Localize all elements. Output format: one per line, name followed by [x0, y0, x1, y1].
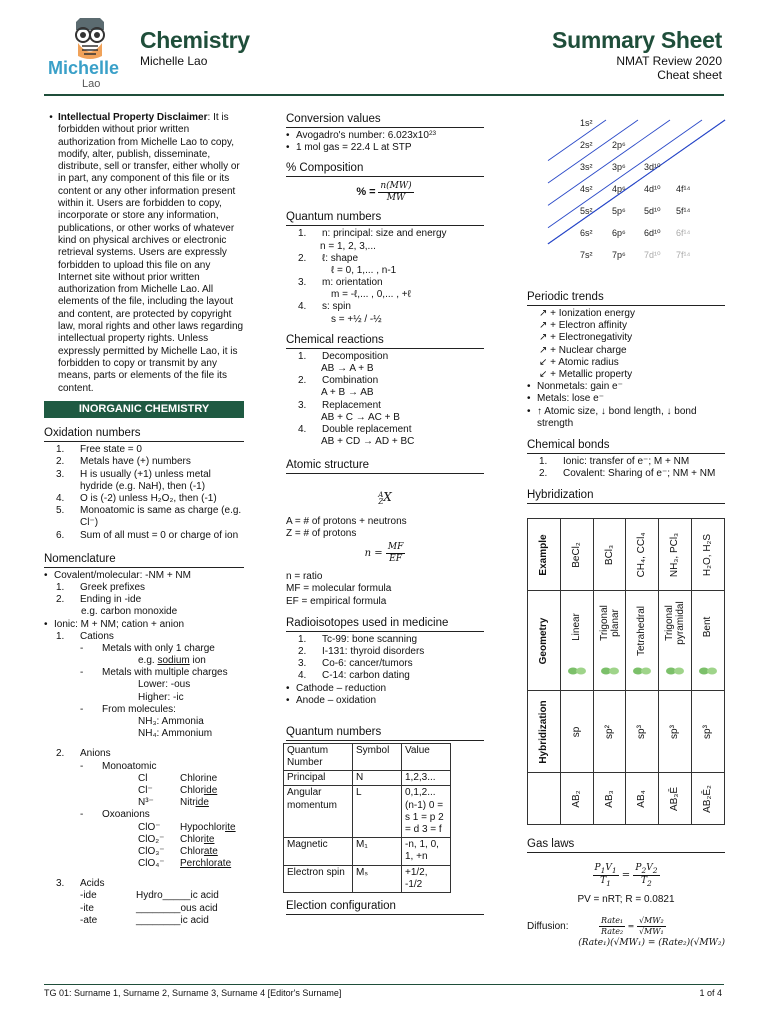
- author: Michelle Lao: [140, 54, 208, 68]
- orbital-label: 7d¹⁰: [644, 250, 661, 260]
- orbital-label: 6d¹⁰: [644, 228, 661, 238]
- orbital-label: 4p⁶: [612, 184, 626, 194]
- orbital-label: 6s²: [580, 228, 593, 238]
- list-item: 3. H is usually (+1) unless metal hydride (e.g. NaH), then (-1): [56, 468, 211, 492]
- orbital-label: 3p⁶: [612, 162, 626, 172]
- radio-list: 1. Tc-99: bone scanning 2. I-131: thyroid disorders 3. Co-6: cancer/tumors 4. C-14: carbon dating: [298, 633, 425, 682]
- section-oxidation: Oxidation numbers: [44, 426, 244, 442]
- page-title: Chemistry: [140, 27, 250, 53]
- nomenclature-body: • Covalent/molecular: -NM + NM 1. Greek prefixes 2. Ending in -ide e.g. carbon monoxide • Ionic: M + NM; cation + anion 1. Cations - Metals with only 1 charge e.g. sodium ion - Metals with multiple charges Lower: -ous Higher: -ic - From molecules: NH₃: Ammonia NH₄: Ammonium 2. Anions - Monoatomic Cl Chlorine Cl⁻ Chlor ide N³⁻ Nitr ide - Oxoanions ClO⁻ Hypochlor ite ClO₂⁻ Chlor ite ClO₃⁻ Chlor ate ClO₄⁻ Perchlor ate 3. Acids -ide Hydro_____ic acid -ite ________ous acid -ate ________ic acid: [44, 569, 236, 926]
- page-number: 1 of 4: [699, 988, 722, 998]
- ideal-gas-law: PV = nRT; R = 0.0821: [577, 894, 675, 906]
- ratio-formula: n = $\frac{MF}{EF}$: [364, 542, 404, 565]
- owl-logo-icon: [70, 16, 110, 60]
- quantum-table: Quantum Number Symbol Value Principal N 1,2,3... Angular momentum L 0,1,2... (n-1) 0 = s 1 = p 2 = d 3 = f Magnetic M₁ -n, 1, 0, 1, +n Electron spin Mₛ +1/2, -1/2: [283, 743, 451, 893]
- orbital-icon: [601, 664, 619, 682]
- orbital-label: 5f¹⁴: [676, 206, 691, 216]
- orbital-label: 5s²: [580, 206, 593, 216]
- aufbau-arrows: [540, 112, 730, 282]
- aufbau-diagram: [540, 112, 730, 282]
- logo-sub: Lao: [82, 78, 101, 90]
- orbital-label: 3d¹⁰: [644, 162, 661, 172]
- orbital-label: 5d¹⁰: [644, 206, 661, 216]
- list-item: 5. Monoatomic is same as charge (e.g. Cl⁻): [56, 505, 242, 529]
- subtitle-cheatsheet: Cheat sheet: [657, 68, 722, 82]
- bonds-list: 1. Ionic: transfer of e⁻; M + NM 2. Covalent: Sharing of e⁻; NM + NM: [539, 455, 716, 480]
- orbital-icon: [568, 664, 586, 682]
- logo-name: Michelle: [48, 58, 120, 78]
- column-middle: Conversion values • Avogadro's number: 6.023x10 23 • 1 mol gas = 22.4 L at STP % Composition % = $\frac{n(MW)}{MW}$ Quantum numbers 1. n: principal: size and energy n = 1, 2, 3,... 2. ℓ: shape ℓ = 0, 1,... , n-1 3. m: orientation m = -ℓ,... , 0,... , +ℓ 4. s: spin s = +½ / -½ Chemical reactions 1. Decomposition AB → A + B 2. Combination A + B → AB 3. Replacement AB + C → AC + B 4. Double replacement AB + CD → AD + BC Atomic structure A ZX A = # of protons + neutrons Z = # of protons n = $\frac{MF}{EF}$ n = ratio MF = molecular formula EF = empirical formula Radioisotopes used in medicine 1. Tc-99: bone scanning 2. I-131: thyroid disorders 3. Co-6: cancer/tumors 4. C-14: carbon dating • Cathode – reduction • Anode – oxidation Quantum numbers Quantum Number Symbol Value Principal N 1,2,3... Angular momentum L 0,1,2... (n-1) 0 = s 1 = p 2 = d 3 = f Magnetic M₁ -n, 1, 0, 1, +n Electron spin Mₛ +1/2, -1/2 Election configuration: [286, 112, 484, 917]
- orbital-label: 4d¹⁰: [644, 184, 661, 194]
- orbital-label: 3s²: [580, 162, 593, 172]
- orbital-label: 2p⁶: [612, 140, 626, 150]
- summary-title: Summary Sheet: [552, 27, 722, 53]
- footer-rule: [44, 984, 724, 985]
- orbital-label: 7s²: [580, 250, 593, 260]
- list-item: 4. O is (-2) unless H₂O₂, then (-1): [56, 493, 217, 504]
- section-hybridization: Hybridization: [527, 488, 725, 504]
- section-radioisotopes: Radioisotopes used in medicine: [286, 616, 484, 632]
- composition-formula: % = $\frac{n(MW)}{MW}$: [356, 181, 412, 204]
- column-left: [44, 112, 244, 927]
- orbital-label: 6f¹⁴: [676, 228, 691, 238]
- nuclide-notation: A ZX: [378, 490, 392, 506]
- section-band-inorganic: INORGANIC CHEMISTRY: [44, 401, 244, 418]
- orbital-label: 2s²: [580, 140, 593, 150]
- aufbau-arrow: [548, 120, 606, 161]
- orbital-icon: [666, 664, 684, 682]
- section-reactions: Chemical reactions: [286, 333, 484, 349]
- section-election: Election configuration: [286, 899, 484, 915]
- orbital-icon: [633, 664, 651, 682]
- reactions-list: 1. Decomposition AB → A + B 2. Combination A + B → AB 3. Replacement AB + C → AC + B 4. Double replacement AB + CD → AD + BC: [298, 350, 415, 448]
- header-rule: [44, 94, 724, 96]
- aufbau-arrow: [548, 120, 725, 244]
- orbital-label: 5p⁶: [612, 206, 626, 216]
- orbital-label: 7f¹⁴: [676, 250, 691, 260]
- quantum-list: 1. n: principal: size and energy n = 1, 2, 3,... 2. ℓ: shape ℓ = 0, 1,... , n-1 3. m: orientation m = -ℓ,... , 0,... , +ℓ 4. s: spin s = +½ / -½: [298, 228, 447, 325]
- section-quantum: Quantum numbers: [286, 210, 484, 226]
- column-right: Periodic trends ↗ + Ionization energy ↗ + Electron affinity ↗ + Electronegativity ↗ + Nuclear charge ↙ + Atomic radius ↙ + Metallic property • Nonmetals: gain e⁻ • Metals: lose e⁻ • ↑ Atomic size, ↓ bond length, ↓ bond strength Chemical bonds 1. Ionic: transfer of e⁻; M + NM 2. Covalent: Sharing of e⁻; NM + NM Hybridization Example BeCl₂ BCl₃ CH₄, CCl₄ NH₃, PCl₃ H₂O, H₂S Geometry Linear Trigonal planar Tetrahedral Trigonal pyramidal Bent Hybridization sp sp² sp³ sp³ sp³ AB₂ AB₃ AB₄ AB₃Ē AB₂Ē₂ Gas laws $\frac{P_1V_1}{T_1}$ = $\frac{P_2V_2}{T_2}$ PV = nRT; R = 0.0821 Diffusion: $\frac{\text{Rate₁}}{\text{Rate₂}}$ = $\frac{\text{√MW₂}}{\text{√MW₁}}$ (Rate₁)(√MW₁) = (Rate₂)(√MW₂): [527, 291, 725, 948]
- list-item: 2. Metals have (+) numbers: [56, 456, 191, 468]
- section-nomenclature: Nomenclature: [44, 552, 244, 568]
- orbital-label: 1s²: [580, 118, 593, 128]
- hybridization-table: Example BeCl₂ BCl₃ CH₄, CCl₄ NH₃, PCl₃ H₂O, H₂S Geometry Linear Trigonal planar Tetrahedral Trigonal pyramidal Bent Hybridization sp sp² sp³ sp³ sp³ AB₂ AB₃ AB₄ AB₃Ē AB₂Ē₂: [527, 518, 725, 825]
- section-qtable: Quantum numbers: [286, 725, 484, 741]
- section-composition: % Composition: [286, 161, 484, 177]
- orbital-icon: [699, 664, 717, 682]
- combined-gas-law: $\frac{P_1V_1}{T_1}$ = $\frac{P_2V_2}{T_2}$: [594, 863, 658, 889]
- disclaimer-bold: Intellectual Property Disclaimer: [58, 112, 208, 123]
- oxidation-list: [44, 444, 244, 542]
- orbital-label: 4f¹⁴: [676, 184, 691, 194]
- orbital-label: 4s²: [580, 184, 593, 194]
- list-item: 1. Free state = 0: [56, 444, 142, 456]
- section-gas: Gas laws: [527, 837, 725, 853]
- disclaimer-text: : It is forbidden without prior written authorization from Michelle Lao to copy, modify, alter, publish, disseminate, distribute, sell or transfer, either wholly or in part, any component of this file or its content or any other information present within it. Users are forbidden to copy, incorporate or store any information, publications, or other works of whatever kind on physical archives or electronic retrieval systems. Users are expressly forbidden to upload this file on any Internet site without prior written authorization from Michelle Lao. All elements of the file, including the layout and content, are protected by copyright law, moral rights and other laws regarding intellectual property rights. Unless expressly permitted by Michelle Lao, it is forbidden to copy or transmit by any means, parts or elements of the file its content.: [58, 112, 244, 394]
- section-atomic: Atomic structure: [286, 458, 484, 474]
- subtitle-review: NMAT Review 2020: [616, 54, 722, 68]
- list-item: 6. Sum of all must = 0 or charge of ion: [56, 529, 239, 541]
- footer-left: TG 01: Surname 1, Surname 2, Surname 3, Surname 4 [Editor's Surname]: [44, 988, 342, 998]
- section-bonds: Chemical bonds: [527, 438, 725, 454]
- orbital-label: 7p⁶: [612, 250, 626, 260]
- disclaimer: • Intellectual Property Disclaimer: It is forbidden without prior written authorization from Michelle Lao to copy, modify, alter, publish, disseminate, distribute, sell or transfer, either wholly or in part, any component of this file or its content or any other information present within it. Users are forbidden to copy, incorporate or store any information, publications, or other works of whatever kind on physical archives or electronic retrieval systems. Users are expressly forbidden to upload this file on any Internet site without prior written authorization from Michelle Lao. All elements of the file, including the layout and content, are protected by copyright law, moral rights and other laws regarding intellectual property rights. Unless expressly permitted by Michelle Lao, it is forbidden to copy or transmit by any means, parts or elements of the file its content.: [49, 112, 244, 394]
- section-conversion: Conversion values: [286, 112, 484, 128]
- graham-law: Diffusion: $\frac{\text{Rate₁}}{\text{Rate₂}}$ = $\frac{\text{√MW₂}}{\text{√MW₁}}$: [527, 916, 664, 937]
- logo: [44, 16, 132, 92]
- section-periodic: Periodic trends: [527, 290, 725, 306]
- orbital-label: 6p⁶: [612, 228, 626, 238]
- graham-law-2: (Rate₁)(√MW₁) = (Rate₂)(√MW₂): [578, 937, 725, 948]
